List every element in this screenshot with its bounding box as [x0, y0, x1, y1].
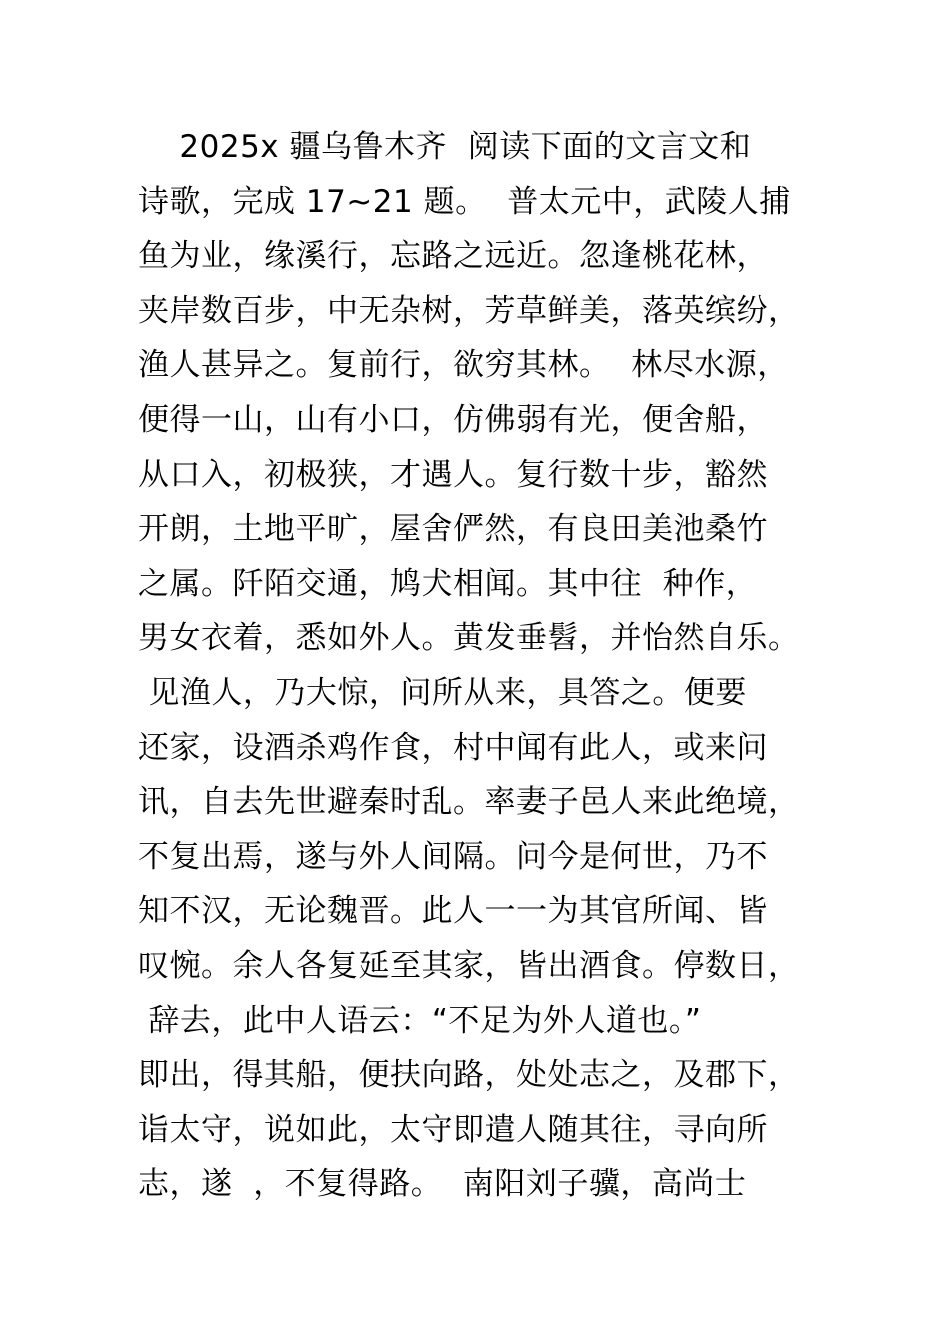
text-line-7: 从口入，初极狭，才遇人。复行数十步，豁然 — [138, 456, 768, 493]
text-line-6: 便得一山，山有小口，仿佛弱有光，便舍船， — [138, 401, 768, 438]
text-line-9: 之属。阡陌交通，鸠犬相闻。其中往 种作， — [138, 565, 758, 602]
text-line-19: 诣太守，说如此，太守即遣人随其往，寻向所 — [138, 1111, 768, 1148]
text-line-3: 鱼为业，缘溪行，忘路之远近。忽逢桃花林， — [138, 238, 768, 275]
text-line-18: 即出，得其船，便扶向路，处处志之，及郡下， — [138, 1057, 800, 1094]
text-line-11: 见渔人，乃大惊，问所从来，具答之。便要 — [138, 674, 747, 711]
text-line-1: 2025x 疆乌鲁木齐 阅读下面的文言文和 — [138, 129, 752, 165]
text-line-16: 叹惋。余人各复延至其家，皆出酒食。停数日， — [138, 947, 800, 984]
text-line-10: 男女衣着，悉如外人。黄发垂髫，并怡然自乐。 — [138, 620, 800, 657]
body-text — [138, 120, 838, 1212]
text-line-20: 志，遂 ，不复得路。 南阳刘子骥，高尚士 — [138, 1166, 747, 1203]
text-line-5: 渔人甚异之。复前行，欲穷其林。 林尽水源， — [138, 347, 789, 384]
text-line-2: 诗歌，完成 17~21 题。 普太元中，武陵人捕 — [138, 183, 791, 220]
text-line-8: 开朗，土地平旷，屋舍俨然，有良田美池桑竹 — [138, 511, 768, 548]
text-line-14: 不复出焉，遂与外人间隔。问今是何世，乃不 — [138, 838, 768, 875]
text-line-4: 夹岸数百步，中无杂树，芳草鲜美，落英缤纷， — [138, 292, 800, 329]
text-line-15: 知不汉，无论魏晋。此人一一为其官所闻、皆 — [138, 893, 768, 930]
text-line-12: 还家，设酒杀鸡作食，村中闻有此人，或来问 — [138, 729, 768, 766]
text-line-17: 辞去，此中人语云：“不足为外人道也。” — [138, 1002, 702, 1039]
text-line-13: 讯，自去先世避秦时乱。率妻子邑人来此绝境， — [138, 784, 800, 821]
